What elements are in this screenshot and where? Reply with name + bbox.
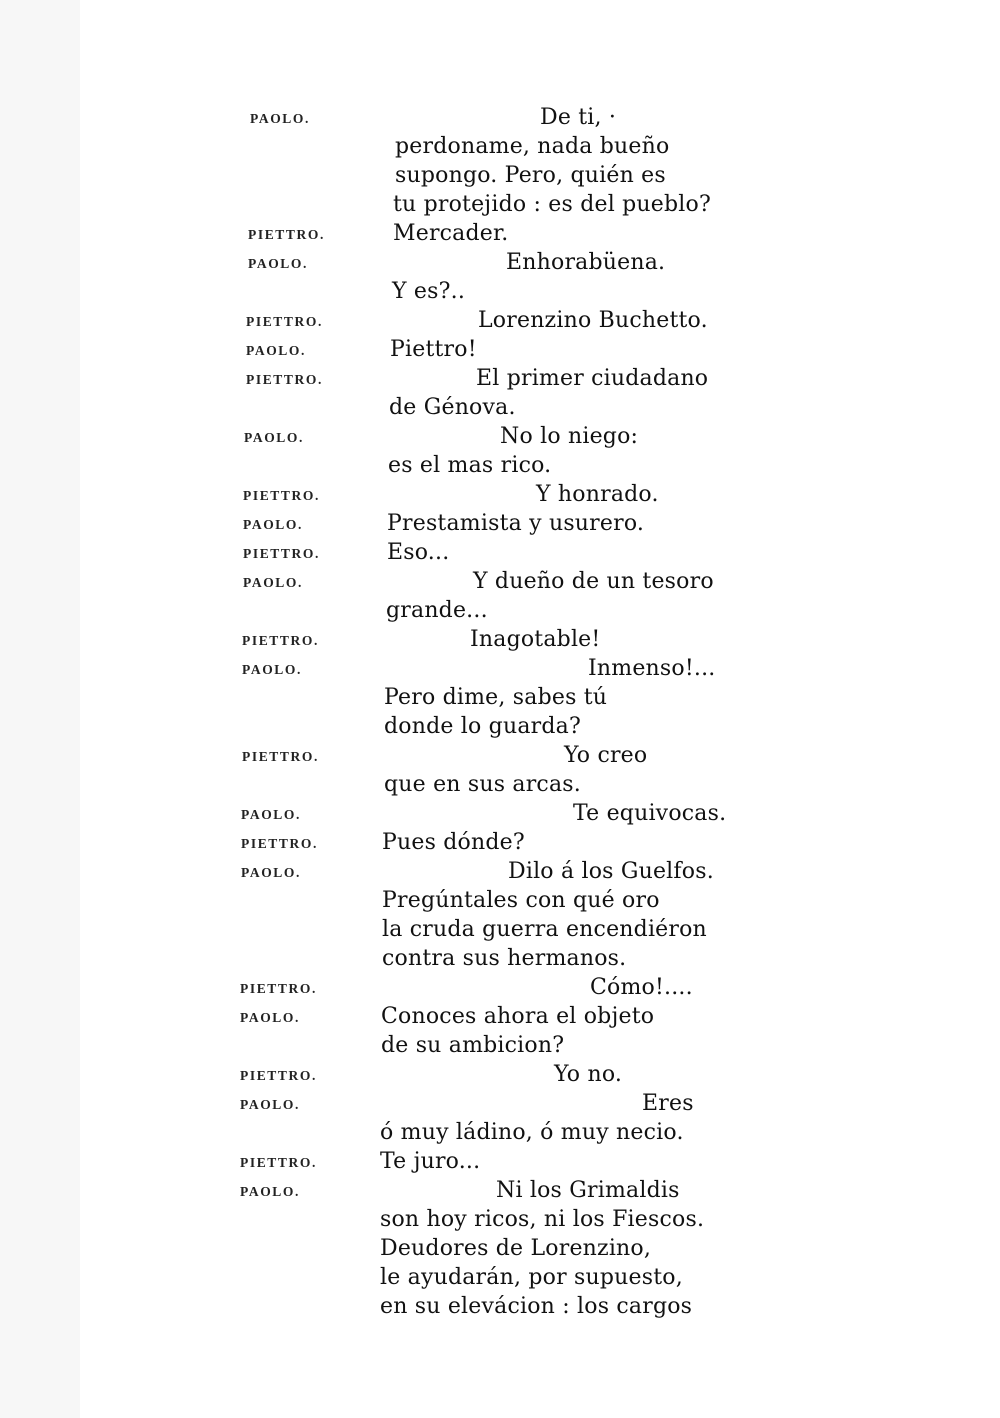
speaker-label: PIETTRO.	[242, 633, 319, 648]
book-page	[80, 0, 1000, 1418]
verse-text: Yo creo	[564, 743, 648, 768]
dialogue-line	[80, 452, 1000, 481]
verse-text: Inmenso!...	[588, 656, 716, 681]
dialogue-line	[80, 278, 1000, 307]
verse-text: Mercader.	[393, 221, 509, 246]
verse-text: Dilo á los Guelfos.	[508, 859, 714, 884]
dialogue-line	[80, 191, 1000, 220]
dialogue-line	[80, 481, 1000, 510]
verse-text: Te juro...	[380, 1149, 481, 1174]
verse-text: Y dueño de un tesoro	[473, 569, 714, 594]
dialogue-line	[80, 394, 1000, 423]
speaker-label: PIETTRO.	[246, 314, 323, 329]
verse-text: Deudores de Lorenzino,	[380, 1236, 652, 1261]
dialogue-line	[80, 1206, 1000, 1235]
verse-text: grande...	[386, 598, 488, 623]
verse-text: contra sus hermanos.	[382, 946, 627, 971]
speaker-label: PAOLO.	[241, 865, 301, 880]
dialogue-line	[80, 887, 1000, 916]
verse-text: No lo niego:	[500, 424, 639, 449]
dialogue-line	[80, 1177, 1000, 1206]
speaker-label: PAOLO.	[248, 256, 308, 271]
dialogue-line	[80, 162, 1000, 191]
speaker-label: PAOLO.	[243, 575, 303, 590]
dialogue-line	[80, 713, 1000, 742]
verse-text: Pues dónde?	[382, 830, 525, 855]
verse-text: Prestamista y usurero.	[387, 511, 645, 536]
verse-text: tu protejido : es del pueblo?	[393, 192, 711, 217]
speaker-label: PIETTRO.	[242, 749, 319, 764]
speaker-label: PAOLO.	[242, 662, 302, 677]
verse-text: son hoy ricos, ni los Fiescos.	[380, 1207, 705, 1232]
speaker-label: PAOLO.	[250, 111, 310, 126]
dialogue-line	[80, 800, 1000, 829]
dialogue-line	[80, 1264, 1000, 1293]
dialogue-line	[80, 655, 1000, 684]
verse-text: Pregúntales con qué oro	[382, 888, 660, 913]
verse-text: Yo no.	[554, 1062, 623, 1087]
dialogue-line	[80, 568, 1000, 597]
dialogue-line	[80, 220, 1000, 249]
speaker-label: PAOLO.	[244, 430, 304, 445]
speaker-label: PIETTRO.	[241, 836, 318, 851]
dialogue-line	[80, 1090, 1000, 1119]
speaker-label: PIETTRO.	[240, 1068, 317, 1083]
verse-text: Cómo!....	[590, 975, 693, 1000]
dialogue-line	[80, 916, 1000, 945]
dialogue-line	[80, 1235, 1000, 1264]
dialogue-line	[80, 510, 1000, 539]
verse-text: donde lo guarda?	[384, 714, 581, 739]
verse-text: Te equivocas.	[573, 801, 727, 826]
verse-text: Pero dime, sabes tú	[384, 685, 608, 710]
dialogue-line	[80, 597, 1000, 626]
verse-text: de su ambicion?	[381, 1033, 565, 1058]
dialogue-line	[80, 1003, 1000, 1032]
dialogue-line	[80, 626, 1000, 655]
dialogue-line	[80, 1061, 1000, 1090]
speaker-label: PAOLO.	[243, 517, 303, 532]
verse-text: Eso...	[387, 540, 450, 565]
dialogue-line	[80, 974, 1000, 1003]
verse-text: Eres	[642, 1091, 694, 1116]
dialogue-line	[80, 307, 1000, 336]
verse-text: Conoces ahora el objeto	[381, 1004, 655, 1029]
speaker-label: PIETTRO.	[243, 546, 320, 561]
dialogue-line	[80, 133, 1000, 162]
speaker-label: PAOLO.	[246, 343, 306, 358]
verse-text: le ayudarán, por supuesto,	[380, 1265, 683, 1290]
speaker-label: PIETTRO.	[243, 488, 320, 503]
verse-text: Enhorabüena.	[506, 250, 666, 275]
verse-text: Ni los Grimaldis	[496, 1178, 680, 1203]
speaker-label: PAOLO.	[241, 807, 301, 822]
dialogue-line	[80, 829, 1000, 858]
verse-text: De ti, ·	[540, 105, 617, 130]
dialogue-line	[80, 1119, 1000, 1148]
dialogue-line	[80, 945, 1000, 974]
verse-text: de Génova.	[389, 395, 516, 420]
dialogue-line	[80, 365, 1000, 394]
verse-text: Lorenzino Buchetto.	[478, 308, 708, 333]
dialogue-line	[80, 771, 1000, 800]
dialogue-line	[80, 1293, 1000, 1322]
speaker-label: PIETTRO.	[240, 1155, 317, 1170]
verse-text: Y honrado.	[536, 482, 659, 507]
speaker-label: PIETTRO.	[240, 981, 317, 996]
dialogue-line	[80, 249, 1000, 278]
dialogue-line	[80, 423, 1000, 452]
dialogue-line	[80, 684, 1000, 713]
verse-text: supongo. Pero, quién es	[395, 163, 666, 188]
dialogue-line	[80, 336, 1000, 365]
verse-text: ó muy ládino, ó muy necio.	[380, 1120, 684, 1145]
verse-text: que en sus arcas.	[384, 772, 581, 797]
verse-text: El primer ciudadano	[476, 366, 709, 391]
speaker-label: PIETTRO.	[248, 227, 325, 242]
dialogue-line	[80, 742, 1000, 771]
verse-text: Y es?..	[392, 279, 466, 304]
speaker-label: PAOLO.	[240, 1184, 300, 1199]
speaker-label: PIETTRO.	[246, 372, 323, 387]
verse-text: Piettro!	[390, 337, 477, 362]
dialogue-line	[80, 539, 1000, 568]
dialogue-line	[80, 858, 1000, 887]
verse-text: la cruda guerra encendiéron	[382, 917, 707, 942]
dialogue-line	[80, 1032, 1000, 1061]
verse-text: Inagotable!	[470, 627, 601, 652]
verse-text: perdoname, nada bueño	[395, 134, 670, 159]
dialogue-line	[80, 1148, 1000, 1177]
verse-text: es el mas rico.	[388, 453, 552, 478]
speaker-label: PAOLO.	[240, 1097, 300, 1112]
verse-text: en su elevácion : los cargos	[380, 1294, 693, 1319]
dialogue-line	[80, 104, 1000, 133]
speaker-label: PAOLO.	[240, 1010, 300, 1025]
